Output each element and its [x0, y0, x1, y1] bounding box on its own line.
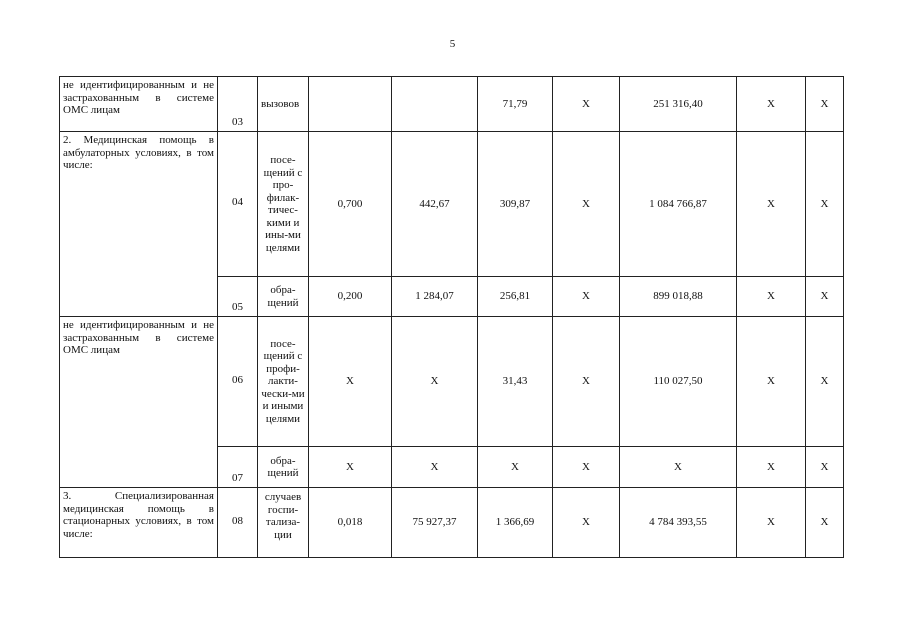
row-unit: вызовов [258, 77, 309, 132]
cell: 4 784 393,55 [620, 488, 737, 558]
row-code: 03 [218, 77, 258, 132]
cell: Х [309, 447, 392, 488]
cell: Х [737, 132, 806, 277]
cell: Х [553, 317, 620, 447]
row-unit: обра-щений [258, 447, 309, 488]
row-code: 07 [218, 447, 258, 488]
cell: 0,700 [309, 132, 392, 277]
cell: Х [392, 447, 478, 488]
cell [309, 77, 392, 132]
cell: Х [806, 488, 844, 558]
row-unit: посе-щений с про-филак-тичес-кими и ины-ми целями [258, 132, 309, 277]
cell: Х [392, 317, 478, 447]
cell: Х [806, 317, 844, 447]
row-name: 2. Медицинская помощь в амбулаторных условиях, в том числе: [60, 132, 218, 317]
cell: Х [553, 132, 620, 277]
cell: 1 084 766,87 [620, 132, 737, 277]
table-row [60, 488, 844, 558]
cell: Х [806, 277, 844, 317]
cell: Х [478, 447, 553, 488]
cell [392, 77, 478, 132]
row-name: 3. Специализированная медицинская помощь в стационарных условиях, в том числе: [60, 488, 218, 558]
page-number: 5 [449, 38, 456, 50]
row-code: 05 [218, 277, 258, 317]
cell: 899 018,88 [620, 277, 737, 317]
cell: 442,67 [392, 132, 478, 277]
cell: 1 366,69 [478, 488, 553, 558]
cell: 31,43 [478, 317, 553, 447]
medical-care-table [59, 76, 844, 558]
cell: Х [737, 317, 806, 447]
row-code: 06 [218, 317, 258, 447]
row-unit: посе-щений с профи-лакти-чески-ми и иными целями [258, 317, 309, 447]
cell: Х [553, 77, 620, 132]
cell: Х [309, 317, 392, 447]
cell: Х [737, 77, 806, 132]
row-code: 04 [218, 132, 258, 277]
cell: 251 316,40 [620, 77, 737, 132]
cell: Х [553, 488, 620, 558]
cell: Х [806, 77, 844, 132]
cell: Х [806, 447, 844, 488]
cell: Х [553, 447, 620, 488]
cell: 110 027,50 [620, 317, 737, 447]
cell: 0,200 [309, 277, 392, 317]
cell: 0,018 [309, 488, 392, 558]
row-name: не идентифицированным и не застрахованным в системе ОМС лицам [60, 77, 218, 132]
table-row [60, 132, 844, 277]
row-unit: обра-щений [258, 277, 309, 317]
cell: 256,81 [478, 277, 553, 317]
cell: 75 927,37 [392, 488, 478, 558]
row-code: 08 [218, 488, 258, 558]
cell: Х [620, 447, 737, 488]
cell: Х [737, 447, 806, 488]
table-row [60, 77, 844, 132]
cell: 71,79 [478, 77, 553, 132]
cell: 309,87 [478, 132, 553, 277]
table-row [60, 317, 844, 447]
row-unit: случаев госпи-тализа-ции [258, 488, 309, 558]
cell: Х [806, 132, 844, 277]
cell: Х [553, 277, 620, 317]
cell: Х [737, 488, 806, 558]
row-name: не идентифицированным и не застрахованным в системе ОМС лицам [60, 317, 218, 488]
cell: 1 284,07 [392, 277, 478, 317]
cell: Х [737, 277, 806, 317]
